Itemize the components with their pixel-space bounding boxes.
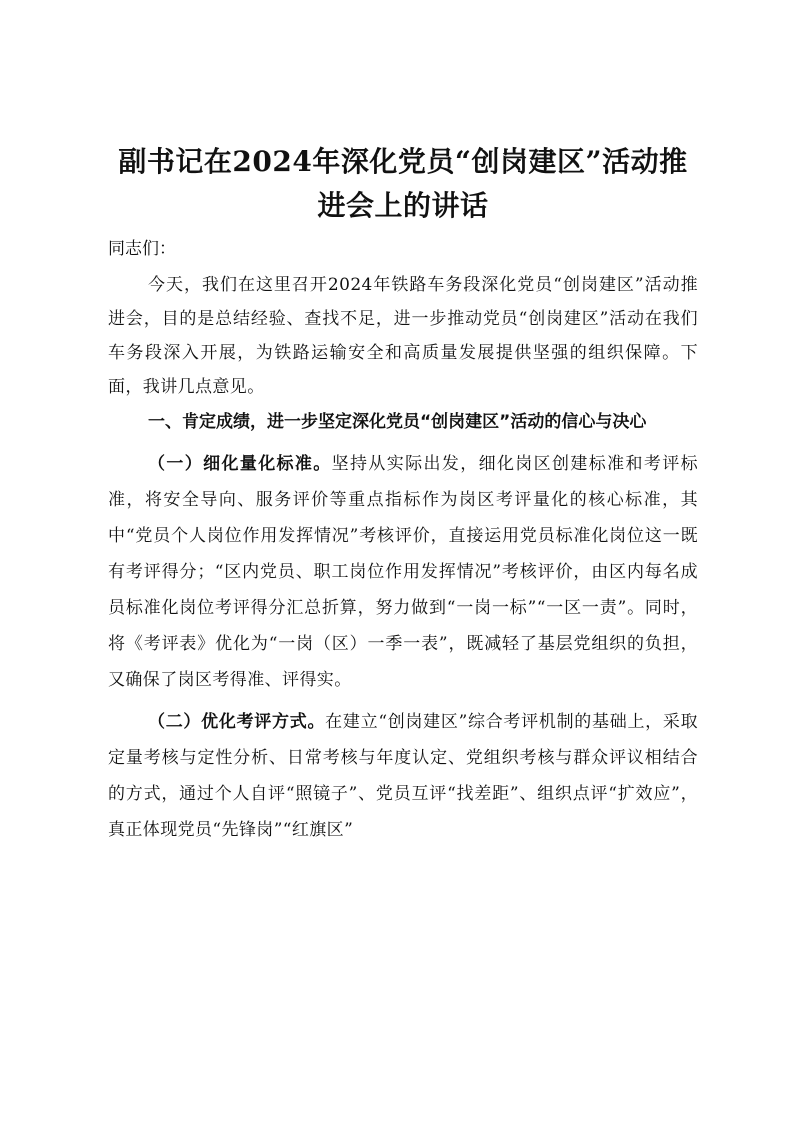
subsection-1-body: 坚持从实际出发，细化岗区创建标准和考评标准，将安全导向、服务评价等重点指标作为岗区考评量化的核心标准，其中“党员个人岗位作用发挥情况”考核评价，直接运用党员标准化岗位这一既有考评得分；“区内党员、职工岗位作用发挥情况”考核评价，由区内每名成员标准化岗位考评得分汇总折算，努力做到“一岗一标”“一区一责”。同时，将《考评表》优化为“一岗（区）一季一表”，既减轻了基层党组织的负担，又确保了岗区考得准、评得实。 <box>108 454 699 690</box>
title-line-2: 进会上的讲话 <box>317 189 489 222</box>
document-page <box>108 140 698 848</box>
subsection-1-lead: （一）细化量化标准。 <box>148 454 332 474</box>
title-line-1: 副书记在2024年深化党员“创岗建区”活动推 <box>118 145 688 178</box>
subsection-2-paragraph <box>108 704 698 848</box>
intro-paragraph: 今天，我们在这里召开2024年铁路车务段深化党员“创岗建区”活动推进会，目的是总结经验、查找不足，进一步推动党员“创岗建区”活动在我们车务段深入开展，为铁路运输安全和高质量发展提供坚强的组织保障。下面，我讲几点意见。 <box>108 275 698 397</box>
salutation: 同志们： <box>108 239 176 259</box>
subsection-2-lead: （二）优化考评方式。 <box>148 712 326 732</box>
subsection-1-paragraph <box>108 446 698 698</box>
document-title <box>108 140 698 228</box>
subsection-2-body: 在建立“创岗建区”综合考评机制的基础上，采取定量考核与定性分析、日常考核与年度认定、党组织考核与群众评议相结合的方式，通过个人自评“照镜子”、党员互评“找差距”、组织点评“扩效应”，真正体现党员“先锋岗”“红旗区” <box>108 712 698 840</box>
section-1-heading: 一、肯定成绩，进一步坚定深化党员“创岗建区”活动的信心与决心 <box>148 412 647 432</box>
